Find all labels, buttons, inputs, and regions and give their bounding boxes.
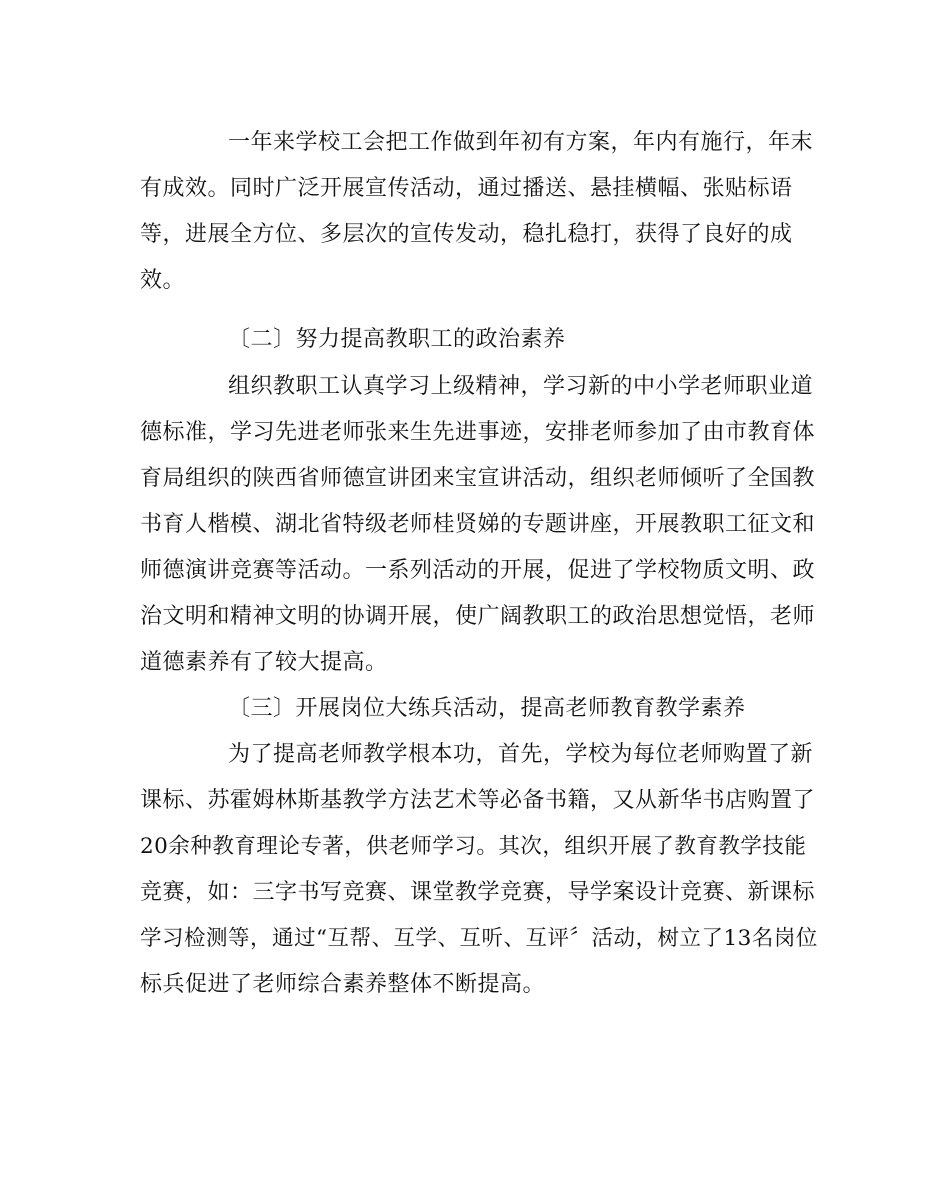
paragraph-line: 标兵促进了老师综合素养整体不断提高。 [140, 972, 546, 997]
paragraph-line: 为了提高老师教学根本功，首先，学校为每位老师购置了新 [228, 742, 814, 767]
paragraph-line: 一年来学校工会把工作做到年初有方案，年内有施行，年末 [228, 130, 814, 155]
paragraph-line: 道德素养有了较大提高。 [140, 650, 388, 675]
paragraph-line: 等，进展全方位、多层次的宣传发动，稳扎稳打，获得了良好的成 [140, 222, 793, 247]
paragraph-line: 德标准，学习先进老师张来生先进事迹，安排老师参加了由市教育体 [140, 420, 816, 445]
paragraph-line: 组织教职工认真学习上级精神，学习新的中小学老师职业道 [228, 374, 814, 399]
paragraph-line: 课标、苏霍姆林斯基教学方法艺术等必备书籍，又从新华书店购置了 [140, 788, 816, 813]
paragraph-line: 师德演讲竞赛等活动。一系列活动的开展，促进了学校物质文明、政 [140, 558, 816, 583]
section-heading: 〔二〕努力提高教职工的政治素养 [228, 327, 566, 352]
paragraph-line: 有成效。同时广泛开展宣传活动，通过播送、悬挂横幅、张贴标语 [140, 176, 793, 201]
paragraph-line: 20余种教育理论专著，供老师学习。其次，组织开展了教育教学技能 [140, 834, 807, 859]
paragraph-line: 治文明和精神文明的协调开展，使广阔教职工的政治思想觉悟，老师 [140, 604, 816, 629]
paragraph-line: 书育人楷模、湖北省特级老师桂贤娣的专题讲座，开展教职工征文和 [140, 512, 816, 537]
section-heading: 〔三〕开展岗位大练兵活动，提高老师教育教学素养 [228, 696, 746, 721]
paragraph-line: 效。 [140, 268, 186, 293]
paragraph-line: 竞赛，如：三字书写竞赛、课堂教学竞赛，导学案设计竞赛、新课标 [140, 880, 816, 905]
paragraph-line: 学习检测等，通过“互帮、互学、互听、互评〞活动，树立了13名岗位 [140, 926, 818, 951]
paragraph-line: 育局组织的陕西省师德宣讲团来宝宣讲活动，组织老师倾听了全国教 [140, 466, 816, 491]
